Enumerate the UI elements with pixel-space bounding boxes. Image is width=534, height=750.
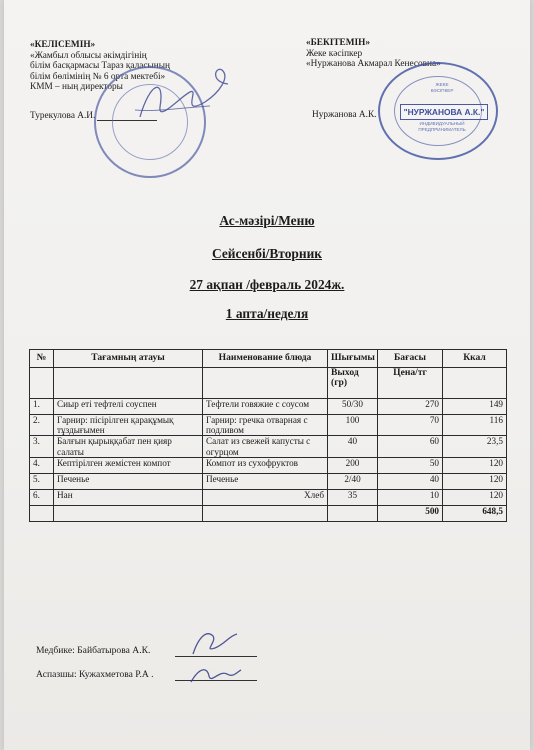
menu-week: 1 апта/неделя	[225, 306, 309, 321]
menu-title: Ас-мәзірі/Меню	[219, 213, 315, 228]
cook-signature	[185, 660, 245, 690]
stamp-text: ИНДИВИДУАЛЬНЫЙ ПРЕДПРИНИМАТЕЛЬ	[418, 121, 466, 132]
col-header-yield: Шығымы	[328, 350, 378, 368]
approval-line: білім басқармасы Тараз қаласының	[30, 61, 170, 72]
approval-line: «Жамбыл облысы әкімдігінің	[30, 50, 147, 61]
table-row: 4. Кептірілген жемістен компот Компот из сухофруктов 200 50 120	[30, 457, 507, 473]
table-header-row	[30, 350, 507, 368]
table-row: 1. Сиыр еті тефтелі соуспен Тефтели говяжие с соусом 50/30 270 149	[30, 399, 507, 415]
approval-title-left: «КЕЛІСЕМІН»	[30, 40, 96, 50]
stamp-text: ЖЕКЕ КӘСІПКЕР	[430, 82, 454, 93]
left-signer-name: Турекулова А.И.	[30, 111, 96, 121]
table-row: 6. Нан Хлеб 35 10 120	[30, 489, 507, 505]
approval-line: Жеке кәсіпкер	[306, 48, 363, 59]
menu-table	[29, 349, 507, 522]
menu-day: Сейсенбі/Вторник	[211, 246, 322, 261]
total-price: 500	[378, 505, 443, 521]
subheader-price: Цена/тг	[378, 368, 443, 399]
approval-line: КММ – ның директоры	[30, 82, 123, 93]
approval-line: білім бөлімінің № 6 орта мектебі»	[30, 71, 166, 82]
nurse-signer: Медбике: Байбатырова А.К.	[36, 645, 151, 656]
cook-signer: Аспазшы: Кужахметова Р.А .	[36, 669, 154, 680]
col-header-price: Бағасы	[378, 350, 443, 368]
table-row: 2. Гарнир: пісірілген қарақұмық тұздығымен Гарнир: гречка отварная с подливом 100 70 116	[30, 415, 507, 436]
stamp-name-box: "НУРЖАНОВА А.К."	[400, 104, 488, 120]
right-signer-name: Нуржанова А.К.	[312, 110, 377, 120]
menu-date: 27 ақпан /февраль 2024ж.	[189, 277, 345, 292]
total-kcal: 648,5	[443, 505, 507, 521]
col-header-name-ru: Наименование блюда	[203, 350, 328, 368]
nurse-signature	[185, 626, 245, 660]
col-header-no: №	[30, 350, 54, 368]
director-signature	[110, 62, 240, 132]
col-header-name-kz: Тағамның атауы	[54, 350, 203, 368]
table-subheader-row	[30, 368, 507, 399]
col-header-kcal: Ккал	[443, 350, 507, 368]
table-total-row	[30, 505, 507, 521]
subheader-yield: Выход (гр)	[328, 368, 378, 399]
approval-title-right: «БЕКІТЕМІН»	[306, 38, 371, 48]
table-row: 5. Печенье Печенье 2/40 40 120	[30, 473, 507, 489]
approval-line: «Нуржанова Акмарал Кенесовна»	[306, 59, 441, 70]
table-row: 3. Балғын қырыққабат пен қияр салаты Салат из свежей капусты с огурцом 40 60 23,5	[30, 436, 507, 457]
